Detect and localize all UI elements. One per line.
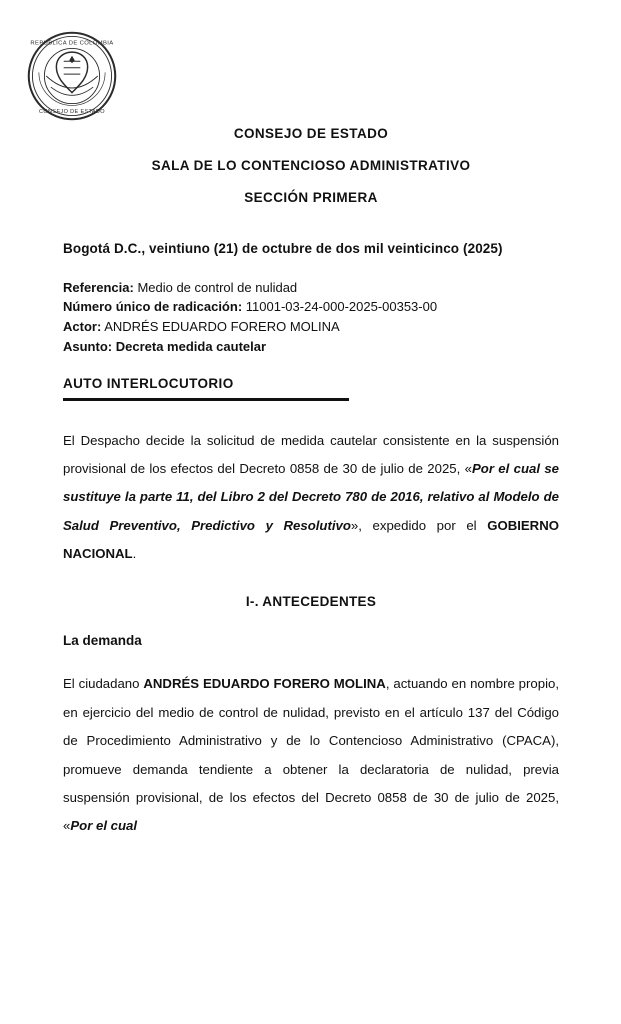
document-content bbox=[63, 126, 559, 859]
meta-asunto bbox=[63, 337, 559, 357]
auto-title-underline bbox=[63, 398, 349, 401]
meta-actor-value: ANDRÉS EDUARDO FORERO MOLINA bbox=[104, 319, 340, 335]
intro-part-3: . bbox=[132, 546, 137, 562]
section-heading-antecedentes: I-. ANTECEDENTES bbox=[245, 594, 377, 610]
meta-radicacion bbox=[63, 297, 559, 317]
svg-text:CONSEJO DE ESTADO: CONSEJO DE ESTADO bbox=[39, 108, 105, 115]
meta-actor bbox=[63, 317, 559, 337]
coat-of-arms-icon bbox=[26, 30, 118, 122]
demanda-paragraph bbox=[63, 670, 559, 840]
demanda-quote-start: Por el cual bbox=[70, 818, 138, 834]
meta-referencia-value: Medio de control de nulidad bbox=[137, 279, 298, 295]
intro-paragraph bbox=[63, 427, 559, 569]
intro-part-2: », expedido por el bbox=[350, 517, 488, 533]
intro-decree-quote: Por el cual se sustituye la parte 11, del Libro 2 del Decreto 780 de 2016, relativo al Modelo de Salud Preventivo, Predictivo y Resolutivo bbox=[63, 460, 559, 533]
dateline: Bogotá D.C., veintiuno (21) de octubre de dos mil veinticinco (2025) bbox=[63, 240, 503, 256]
intro-part-1: El Despacho decide la solicitud de medida cautelar consistente en la suspensión provisional de los efectos del Decreto 0858 de 30 de julio de 2025, « bbox=[63, 432, 559, 476]
meta-radicacion-label: Número único de radicación: bbox=[63, 299, 243, 315]
meta-referencia bbox=[63, 278, 559, 298]
meta-asunto-label: Asunto: bbox=[63, 338, 113, 354]
demanda-part-2: , actuando en nombre propio, en ejercicio del medio de control de nulidad, previsto en el artículo 137 del Código de Procedimiento Administrativo y de lo Contencioso Administrativo (CPACA), promueve demanda tendiente a obtener la declaratoria de nulidad, previa suspensión provisional, de los efectos del Decreto 0858 de 30 de julio de 2025, « bbox=[63, 676, 560, 834]
demanda-actor: ANDRÉS EDUARDO FORERO MOLINA bbox=[143, 676, 386, 692]
meta-radicacion-value: 11001-03-24-000-2025-00353-00 bbox=[245, 299, 438, 315]
auto-title: AUTO INTERLOCUTORIO bbox=[63, 375, 234, 391]
meta-referencia-label: Referencia: bbox=[63, 279, 134, 295]
meta-actor-label: Actor: bbox=[63, 319, 102, 335]
demanda-part-1: El ciudadano bbox=[63, 676, 144, 692]
court-name-line-1: CONSEJO DE ESTADO bbox=[233, 126, 389, 141]
svg-text:REPUBLICA DE COLOMBIA: REPUBLICA DE COLOMBIA bbox=[30, 40, 114, 47]
meta-asunto-value: Decreta medida cautelar bbox=[115, 338, 267, 354]
intro-entity: GOBIERNO NACIONAL bbox=[63, 517, 559, 562]
case-metadata bbox=[63, 278, 559, 357]
court-name-line-3: SECCIÓN PRIMERA bbox=[244, 190, 378, 206]
subsection-heading-demanda: La demanda bbox=[63, 633, 142, 649]
court-name-line-2: SALA DE LO CONTENCIOSO ADMINISTRATIVO bbox=[151, 158, 471, 174]
